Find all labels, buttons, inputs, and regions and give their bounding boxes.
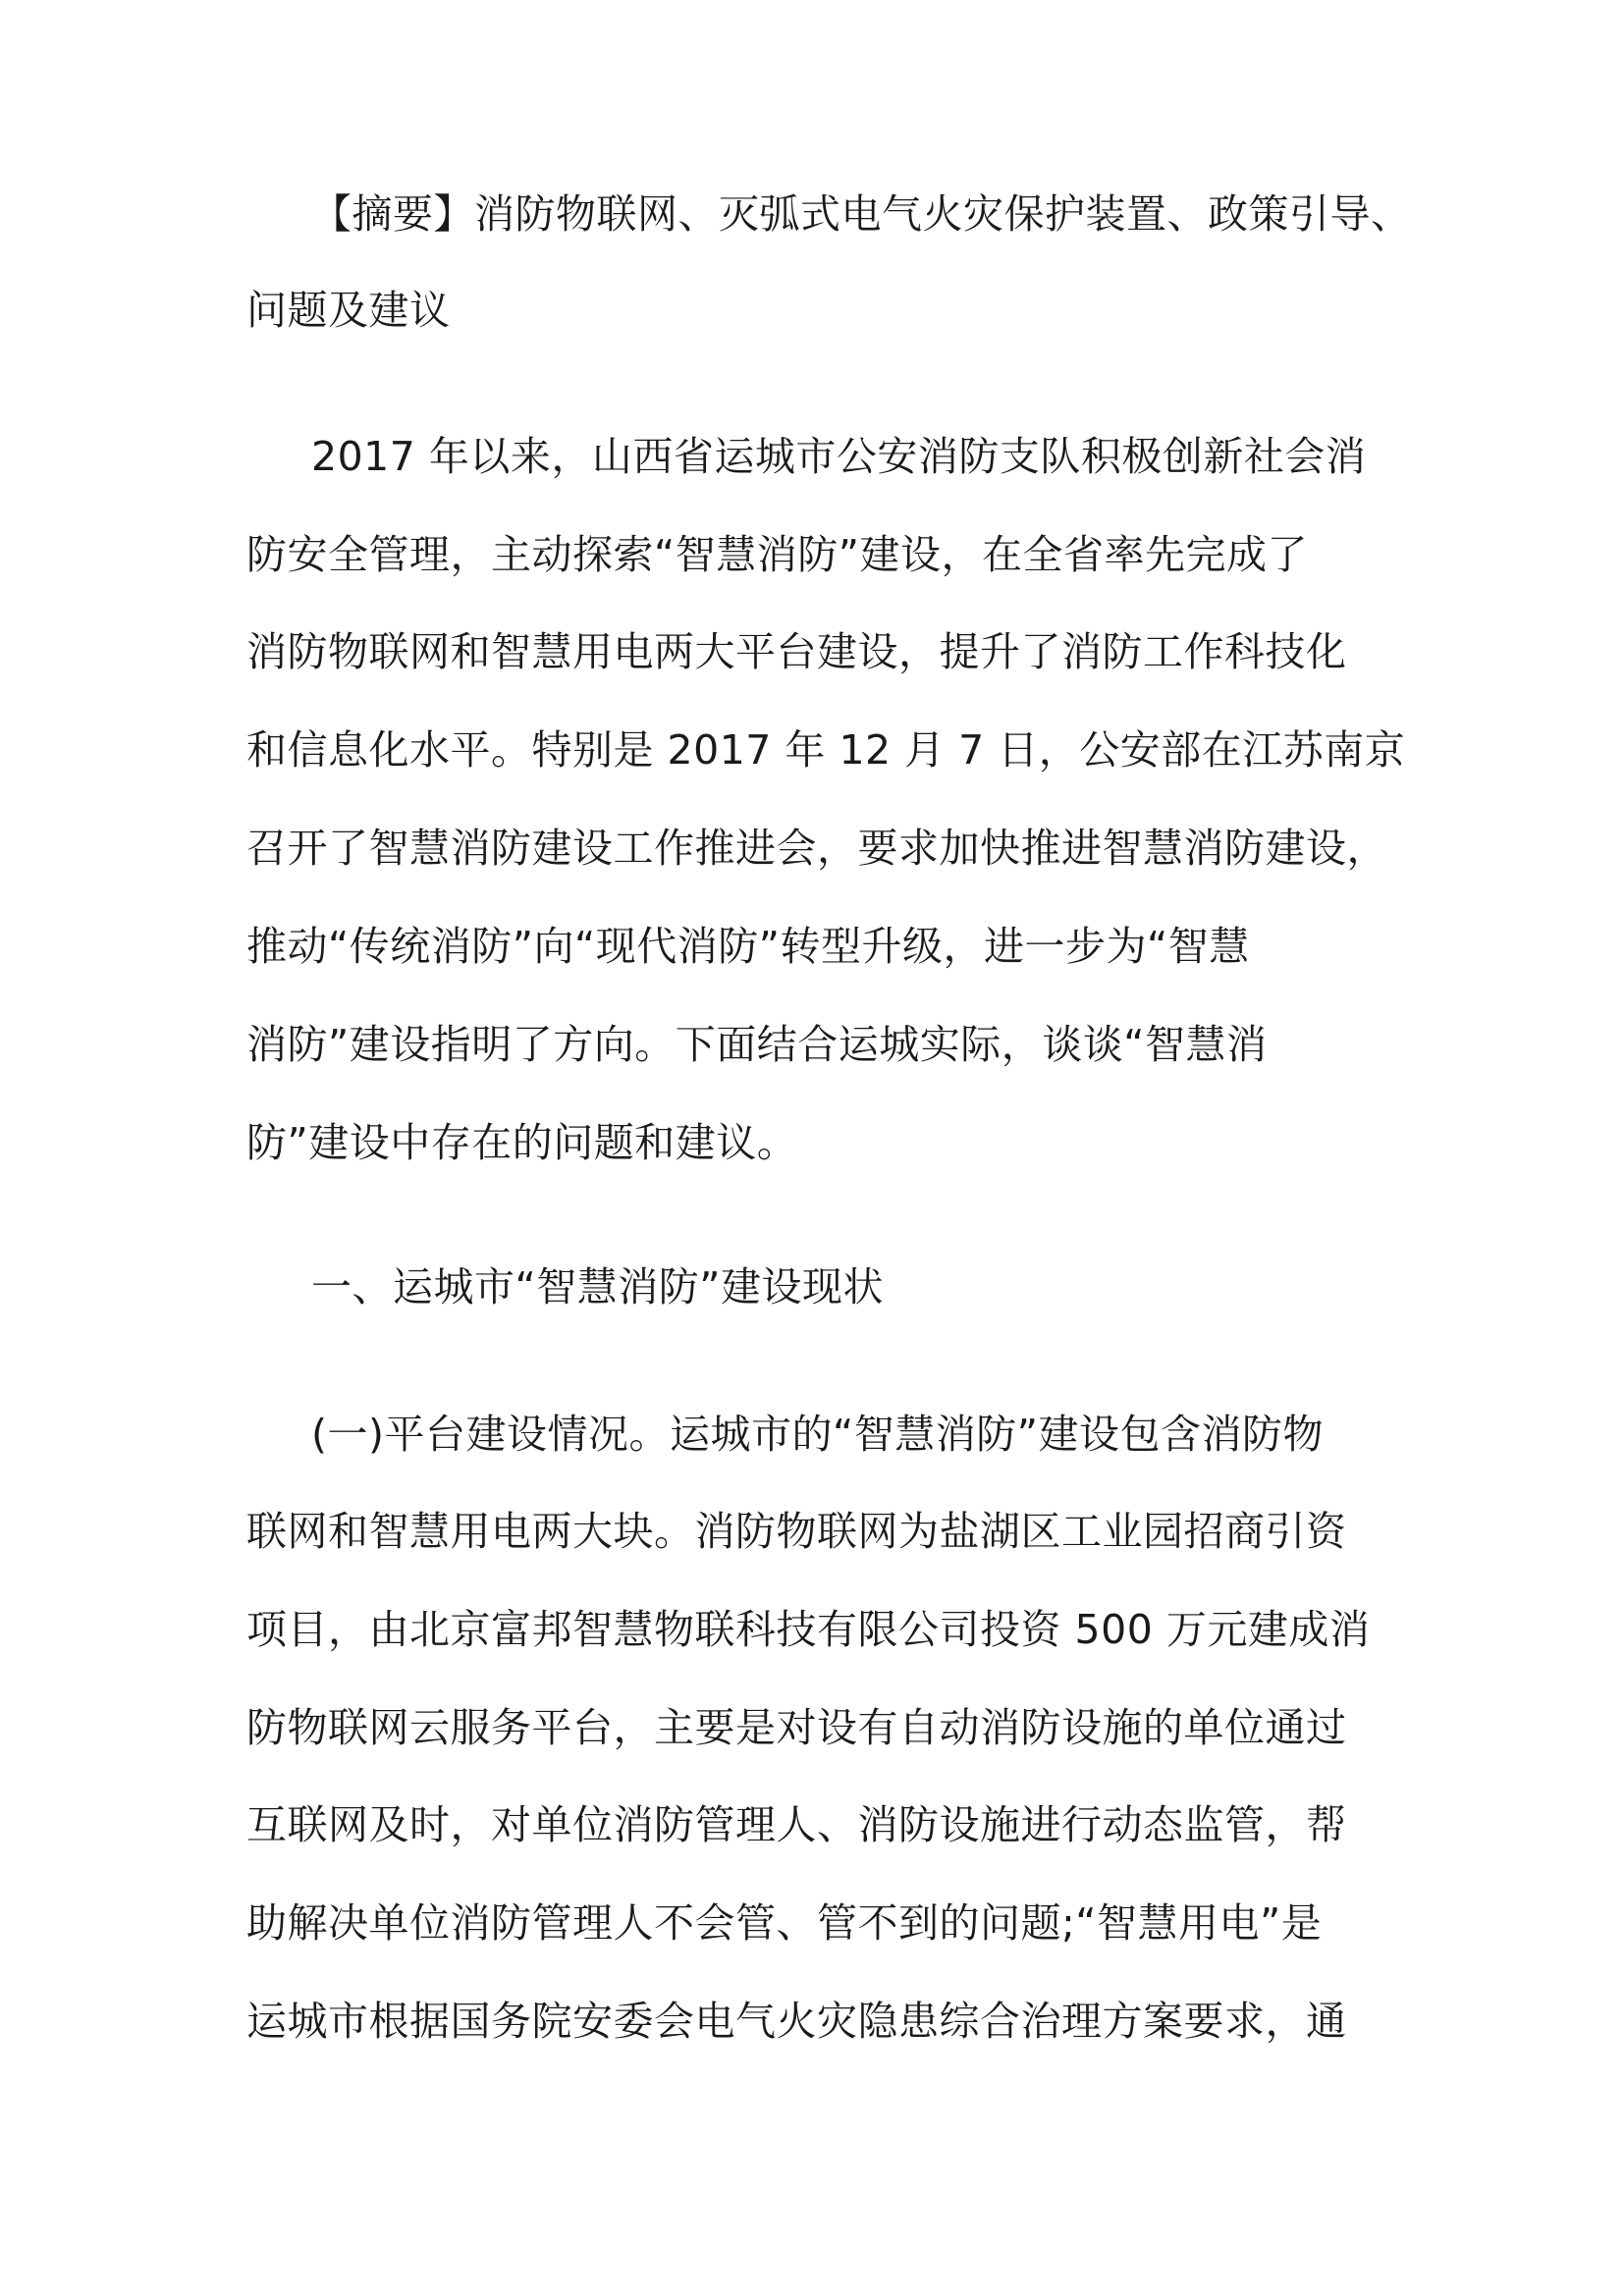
intro-line-3: 消防物联网和智慧用电两大平台建设，提升了消防工作科技化: [246, 628, 1347, 675]
subsection-line-6: 助解决单位消防管理人不会管、管不到的问题;“智慧用电”是: [246, 1899, 1323, 1947]
intro-line-1: 2017 年以来，山西省运城市公安消防支队积极创新社会消: [311, 433, 1367, 480]
intro-line-4: 和信息化水平。特别是 2017 年 12 月 7 日，公安部在江苏南京: [246, 726, 1406, 774]
subsection-line-2: 联网和智慧用电两大块。消防物联网为盐湖区工业园招商引资: [246, 1508, 1347, 1555]
subsection-line-5: 互联网及时，对单位消防管理人、消防设施进行动态监管，帮: [246, 1801, 1347, 1848]
subsection-line-4: 防物联网云服务平台，主要是对设有自动消防设施的单位通过: [246, 1704, 1347, 1751]
abstract-line-2: 问题及建议: [246, 287, 451, 334]
subsection-line-3: 项目，由北京富邦智慧物联科技有限公司投资 500 万元建成消: [246, 1606, 1371, 1653]
subsection-line-7: 运城市根据国务院安委会电气火灾隐患综合治理方案要求，通: [246, 1998, 1347, 2045]
intro-line-6: 推动“传统消防”向“现代消防”转型升级，进一步为“智慧: [246, 923, 1250, 970]
intro-line-2: 防安全管理，主动探索“智慧消防”建设，在全省率先完成了: [246, 531, 1308, 578]
intro-line-7: 消防”建设指明了方向。下面结合运城实际，谈谈“智慧消: [246, 1021, 1268, 1068]
abstract-line-1: 【摘要】消防物联网、灭弧式电气火灾保护装置、政策引导、: [311, 190, 1412, 238]
intro-line-5: 召开了智慧消防建设工作推进会，要求加快推进智慧消防建设，: [246, 825, 1387, 872]
subsection-line-1: (一)平台建设情况。运城市的“智慧消防”建设包含消防物: [311, 1411, 1324, 1458]
intro-line-8: 防”建设中存在的问题和建议。: [246, 1119, 798, 1166]
section-heading: 一、运城市“智慧消防”建设现状: [311, 1263, 884, 1310]
